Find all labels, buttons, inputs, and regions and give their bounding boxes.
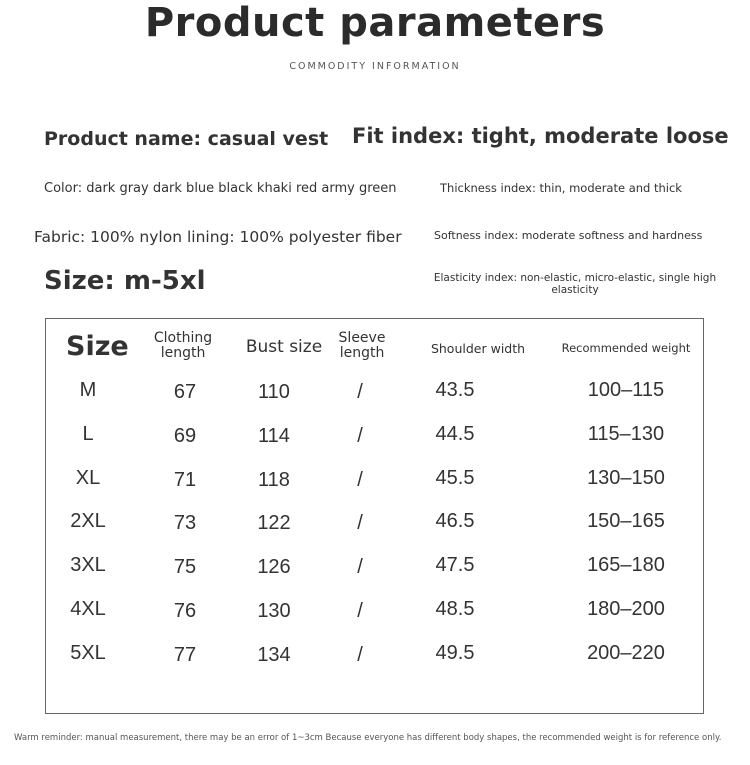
table-row — [46, 552, 703, 596]
table-row — [46, 465, 703, 509]
product-name: Product name: casual vest — [44, 128, 329, 150]
cell-bust-size: 110 — [258, 381, 290, 403]
softness-index: Softness index: moderate softness and hardness — [434, 229, 703, 242]
cell-bust-size: 114 — [258, 424, 290, 447]
header-bust-size: Bust size — [245, 337, 323, 357]
cell-recommended-weight: 115–130 — [587, 422, 665, 445]
cell-size: M — [79, 379, 97, 401]
cell-clothing-length: 69 — [173, 424, 197, 447]
size-range: Size: m-5xl — [44, 266, 206, 296]
cell-sleeve-length: / — [357, 512, 363, 535]
cell-shoulder-width: 44.5 — [435, 422, 475, 445]
cell-shoulder-width: 43.5 — [435, 379, 475, 401]
cell-size: 2XL — [70, 510, 106, 533]
fabric-info: Fabric: 100% nylon lining: 100% polyester fiber — [34, 228, 402, 246]
cell-recommended-weight: 200–220 — [587, 641, 665, 664]
size-table — [45, 318, 704, 714]
cell-clothing-length: 71 — [173, 468, 197, 491]
cell-shoulder-width: 47.5 — [435, 554, 475, 577]
cell-size: 4XL — [70, 597, 106, 620]
header-sleeve-length: Sleeve length — [338, 330, 386, 361]
cell-bust-size: 134 — [257, 643, 291, 666]
cell-shoulder-width: 48.5 — [435, 597, 475, 620]
warm-reminder-note: Warm reminder: manual measurement, there may be an error of 1~3cm Because everyone has different body shapes, the recommended weight is for reference only. — [14, 733, 722, 743]
cell-size: XL — [75, 466, 101, 489]
table-row — [46, 508, 703, 552]
table-row — [46, 640, 703, 684]
page-title: Product parameters — [144, 0, 606, 46]
cell-clothing-length: 77 — [173, 643, 197, 666]
fit-index: Fit index: tight, moderate loose — [352, 124, 729, 148]
color-info: Color: dark gray dark blue black khaki red army green — [44, 181, 397, 196]
cell-size: L — [82, 422, 94, 445]
table-row — [46, 421, 703, 465]
table-row — [46, 377, 703, 421]
table-body — [46, 377, 703, 684]
cell-shoulder-width: 45.5 — [435, 466, 475, 489]
cell-recommended-weight: 100–115 — [587, 379, 665, 401]
cell-sleeve-length: / — [357, 556, 363, 579]
header-size: Size — [66, 331, 129, 362]
cell-recommended-weight: 150–165 — [587, 510, 665, 533]
header-shoulder-width: Shoulder width — [430, 341, 526, 356]
cell-size: 3XL — [70, 554, 106, 577]
header-clothing-length: Clothing length — [153, 330, 213, 361]
cell-sleeve-length: / — [357, 381, 363, 403]
cell-recommended-weight: 130–150 — [587, 466, 665, 489]
cell-bust-size: 122 — [257, 512, 291, 535]
cell-sleeve-length: / — [357, 424, 363, 447]
header-recommended-weight: Recommended weight — [561, 341, 691, 355]
cell-clothing-length: 73 — [173, 512, 197, 535]
cell-sleeve-length: / — [357, 643, 363, 666]
cell-sleeve-length: / — [357, 599, 363, 622]
cell-shoulder-width: 46.5 — [435, 510, 475, 533]
cell-recommended-weight: 165–180 — [587, 554, 665, 577]
elasticity-index: Elasticity index: non-elastic, micro-elastic, single high elasticity — [433, 272, 717, 296]
cell-bust-size: 126 — [257, 556, 291, 579]
cell-sleeve-length: / — [357, 468, 363, 491]
table-row — [46, 596, 703, 640]
cell-clothing-length: 67 — [173, 381, 197, 403]
cell-bust-size: 130 — [257, 599, 291, 622]
cell-recommended-weight: 180–200 — [587, 597, 665, 620]
cell-bust-size: 118 — [258, 468, 290, 491]
cell-clothing-length: 76 — [173, 599, 197, 622]
page-subtitle: COMMODITY INFORMATION — [289, 61, 461, 72]
cell-clothing-length: 75 — [173, 556, 197, 579]
cell-size: 5XL — [70, 641, 106, 664]
thickness-index: Thickness index: thin, moderate and thick — [440, 181, 682, 195]
cell-shoulder-width: 49.5 — [435, 641, 475, 664]
